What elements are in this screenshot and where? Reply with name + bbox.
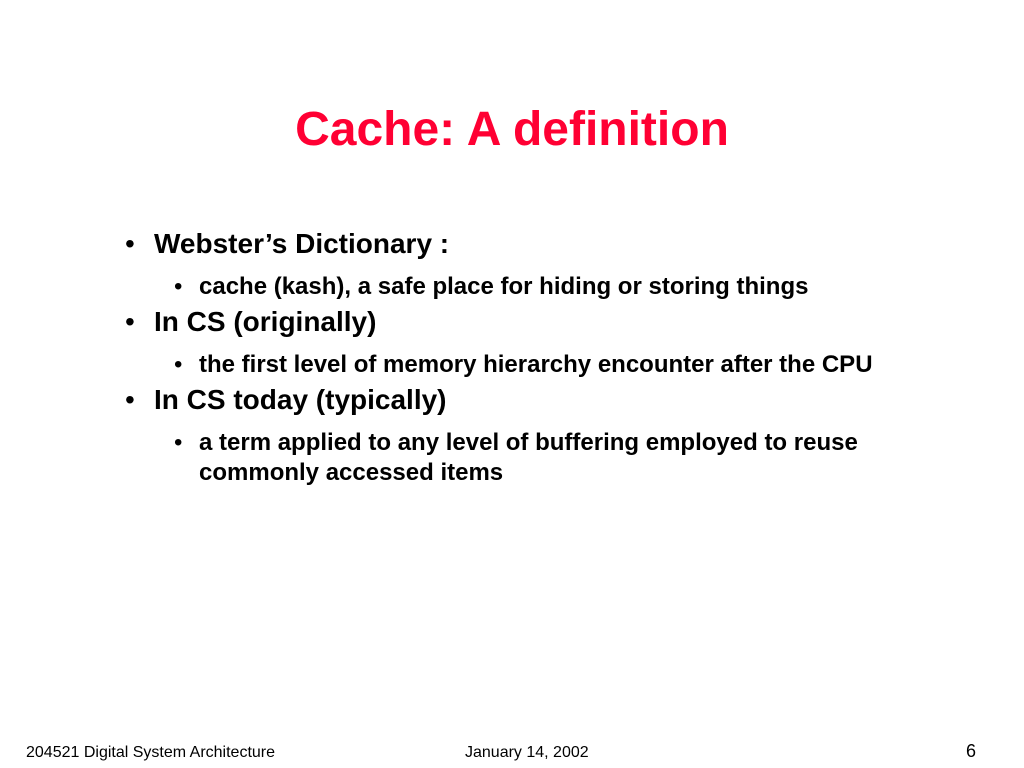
- bullet-item-cs-today: [125, 380, 945, 488]
- bullet-level2: [174, 428, 934, 488]
- slide-title: Cache: A definition: [295, 103, 729, 156]
- bullet-level1: [125, 380, 945, 420]
- bullet-dot: •: [125, 384, 135, 415]
- bullet-level1: [125, 224, 945, 264]
- sub-bullet-text: cache (kash), a safe place for hiding or storing things: [199, 273, 809, 300]
- bullet-dot: •: [125, 306, 135, 337]
- bullet-list: [125, 224, 945, 488]
- footer-date: January 14, 2002: [465, 744, 589, 761]
- bullet-text: In CS (originally): [154, 306, 377, 337]
- sub-bullet-dot: •: [174, 429, 183, 456]
- bullet-text: Webster’s Dictionary :: [154, 228, 450, 259]
- bullet-item-websters: [125, 224, 945, 302]
- sub-bullet-dot: •: [174, 351, 183, 378]
- sub-bullet-text: the first level of memory hierarchy encounter after the CPU: [199, 351, 873, 378]
- bullet-level2: [174, 350, 934, 380]
- sub-bullet-text: a term applied to any level of buffering employed to reuse commonly accessed items: [199, 429, 858, 486]
- page-number: 6: [966, 741, 977, 761]
- bullet-level2: [174, 272, 934, 302]
- footer-course: 204521 Digital System Architecture: [26, 744, 276, 761]
- bullet-text: In CS today (typically): [154, 384, 447, 415]
- bullet-level1: [125, 302, 945, 342]
- bullet-item-cs-originally: [125, 302, 945, 380]
- bullet-dot: •: [125, 228, 135, 259]
- sub-bullet-dot: •: [174, 273, 183, 300]
